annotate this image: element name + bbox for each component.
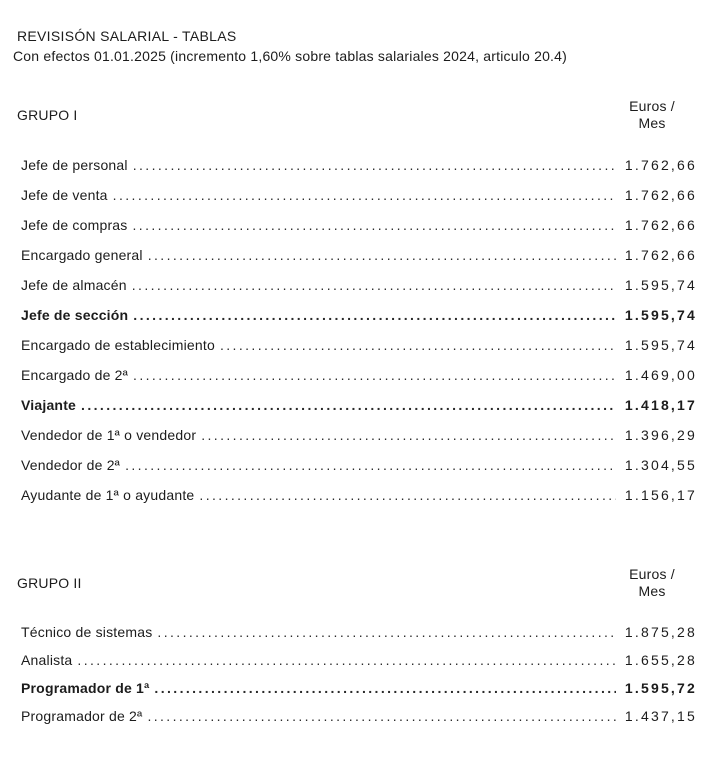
salary-revision-document [0, 28, 720, 736]
row-label: Encargado de 2ª [21, 367, 129, 383]
group-header [0, 566, 720, 600]
rows-list [0, 157, 720, 517]
row-label: Jefe de sección [21, 307, 129, 323]
table-row [0, 624, 720, 652]
dot-leader [148, 247, 616, 264]
dot-leader [125, 457, 616, 474]
row-label: Programador de 1ª [21, 680, 150, 696]
row-label: Jefe de almacén [21, 277, 127, 293]
table-row [0, 680, 720, 708]
row-label: Vendedor de 2ª [21, 457, 121, 473]
dot-leader [133, 217, 617, 234]
row-label: Programador de 2ª [21, 708, 143, 724]
row-value: 1.655,28 [624, 652, 697, 668]
page-title: REVISISÓN SALARIAL - TABLAS [17, 28, 237, 44]
table-row [0, 397, 720, 427]
row-label: Ayudante de 1ª o ayudante [21, 487, 195, 503]
row-value: 1.469,00 [624, 367, 697, 383]
rows-list [0, 624, 720, 736]
row-label: Viajante [21, 397, 77, 413]
dot-leader [201, 427, 616, 444]
dot-leader [77, 652, 616, 669]
dot-leader [113, 187, 616, 204]
dot-leader [199, 487, 616, 504]
table-row [0, 427, 720, 457]
unit-line2: Mes [638, 115, 666, 131]
dot-leader [133, 367, 616, 384]
row-value: 1.418,17 [624, 397, 697, 413]
dot-leader [133, 307, 616, 324]
row-label: Encargado general [21, 247, 143, 263]
dot-leader [132, 277, 616, 294]
dot-leader [220, 337, 616, 354]
row-value: 1.595,74 [624, 337, 697, 353]
row-value: 1.595,74 [624, 277, 697, 293]
row-label: Encargado de establecimiento [21, 337, 215, 353]
row-label: Jefe de venta [21, 187, 108, 203]
unit-label [607, 566, 697, 600]
unit-label [607, 98, 697, 132]
salary-group [0, 98, 720, 517]
row-label: Analista [21, 652, 73, 668]
table-row [0, 457, 720, 487]
dot-leader [147, 708, 616, 725]
table-row [0, 487, 720, 517]
unit-line2: Mes [638, 583, 666, 599]
table-row [0, 277, 720, 307]
row-value: 1.595,72 [624, 680, 697, 696]
row-label: Jefe de compras [21, 217, 128, 233]
row-label: Técnico de sistemas [21, 624, 153, 640]
group-title: GRUPO I [17, 106, 78, 123]
dot-leader [81, 397, 616, 414]
page-subtitle: Con efectos 01.01.2025 (incremento 1,60% sobre tablas salariales 2024, articulo 20.4) [13, 48, 567, 64]
dot-leader [157, 624, 616, 641]
row-value: 1.762,66 [624, 187, 697, 203]
row-value: 1.762,66 [624, 217, 697, 233]
table-row [0, 247, 720, 277]
unit-line1: Euros / [629, 566, 675, 582]
table-row [0, 307, 720, 337]
unit-line1: Euros / [629, 98, 675, 114]
table-row [0, 652, 720, 680]
row-value: 1.304,55 [624, 457, 697, 473]
row-value: 1.762,66 [624, 247, 697, 263]
table-row [0, 187, 720, 217]
salary-groups [0, 98, 720, 736]
dot-leader [133, 157, 616, 174]
row-value: 1.595,74 [624, 307, 697, 323]
row-label: Jefe de personal [21, 157, 128, 173]
row-value: 1.437,15 [624, 708, 697, 724]
table-row [0, 337, 720, 367]
row-value: 1.762,66 [624, 157, 697, 173]
group-header [0, 98, 720, 132]
group-title: GRUPO II [17, 574, 82, 591]
row-label: Vendedor de 1ª o vendedor [21, 427, 197, 443]
table-row [0, 217, 720, 247]
table-row [0, 367, 720, 397]
dot-leader [154, 680, 616, 697]
table-row [0, 157, 720, 187]
row-value: 1.156,17 [624, 487, 697, 503]
table-row [0, 708, 720, 736]
row-value: 1.396,29 [624, 427, 697, 443]
salary-group [0, 566, 720, 736]
row-value: 1.875,28 [624, 624, 697, 640]
